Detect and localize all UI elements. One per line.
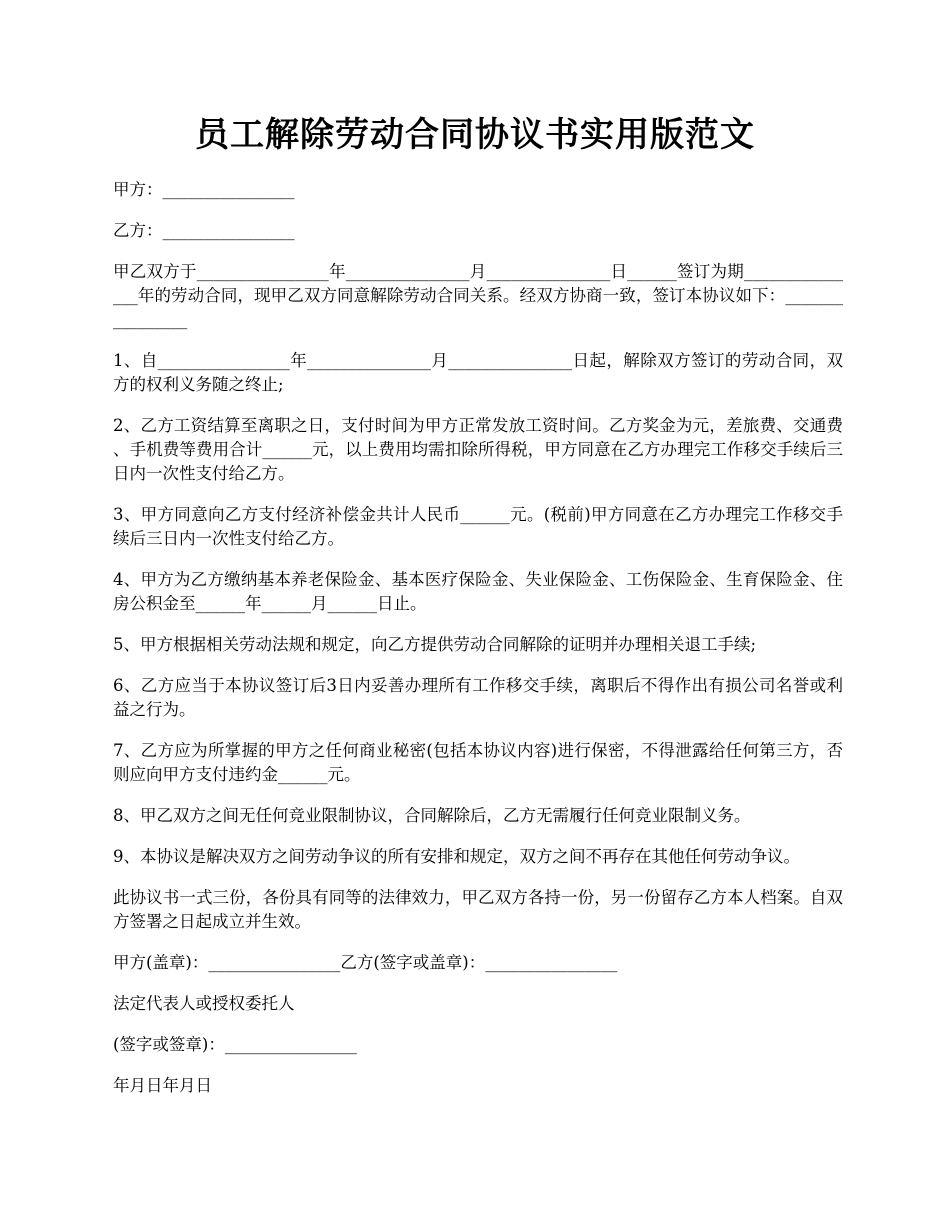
clause-3: 3、甲方同意向乙方支付经济补偿金共计人民币______元。(税前)甲方同意在乙方办理完工作移交手续后三日内一次性支付给乙方。 bbox=[113, 505, 843, 548]
document-title: 员工解除劳动合同协议书实用版范文 bbox=[195, 115, 755, 155]
clause-2: 2、乙方工资结算至离职之日，支付时间为甲方正常发放工资时间。乙方奖金为元，差旅费、交通费、手机费等费用合计______元，以上费用均需扣除所得税，甲方同意在乙方办理完工作移交手续后三日内一次性支付给乙方。 bbox=[113, 416, 843, 483]
signature-line: 甲方(盖章)：________________乙方(签字或盖章)：________________ bbox=[113, 953, 618, 972]
clause-9: 9、本协议是解决双方之间劳动争议的所有安排和规定，双方之间不再存在其他任何劳动争议。 bbox=[113, 847, 800, 866]
party-a-line: 甲方：________________ bbox=[113, 180, 295, 199]
preamble-paragraph: 甲乙双方于________________年_______________月_______________日______签订为期_______________年的劳动合同，现甲乙双方同意解除劳动合同关系。经双方协商一致，签订本协议如下：________________ bbox=[113, 262, 843, 329]
clause-5: 5、甲方根据相关劳动法规和规定，向乙方提供劳动合同解除的证明并办理相关退工手续; bbox=[113, 635, 757, 654]
date-line: 年月日年月日 bbox=[113, 1076, 212, 1095]
copies-statement: 此协议书一式三份，各份具有同等的法律效力，甲乙双方各持一份，另一份留存乙方本人档案。自双方签署之日起成立并生效。 bbox=[113, 888, 843, 931]
legal-representative-label: 法定代表人或授权委托人 bbox=[113, 994, 295, 1013]
clause-6: 6、乙方应当于本协议签订后3日内妥善办理所有工作移交手续，离职后不得作出有损公司名誉或利益之行为。 bbox=[113, 676, 843, 719]
party-b-line: 乙方：________________ bbox=[113, 221, 295, 240]
document-body bbox=[113, 178, 843, 1115]
clause-8: 8、甲乙双方之间无任何竞业限制协议，合同解除后，乙方无需履行任何竞业限制义务。 bbox=[113, 806, 751, 825]
clause-7: 7、乙方应为所掌握的甲方之任何商业秘密(包括本协议内容)进行保密，不得泄露给任何第三方，否则应向甲方支付违约金______元。 bbox=[113, 741, 843, 784]
clause-1: 1、自________________年_______________月_______________日起，解除双方签订的劳动合同，双方的权利义务随之终止; bbox=[113, 351, 843, 394]
signature-seal-line: (签字或签章)：________________ bbox=[113, 1035, 357, 1054]
clause-4: 4、甲方为乙方缴纳基本养老保险金、基本医疗保险金、失业保险金、工伤保险金、生育保险金、住房公积金至______年______月______日止。 bbox=[113, 570, 843, 613]
